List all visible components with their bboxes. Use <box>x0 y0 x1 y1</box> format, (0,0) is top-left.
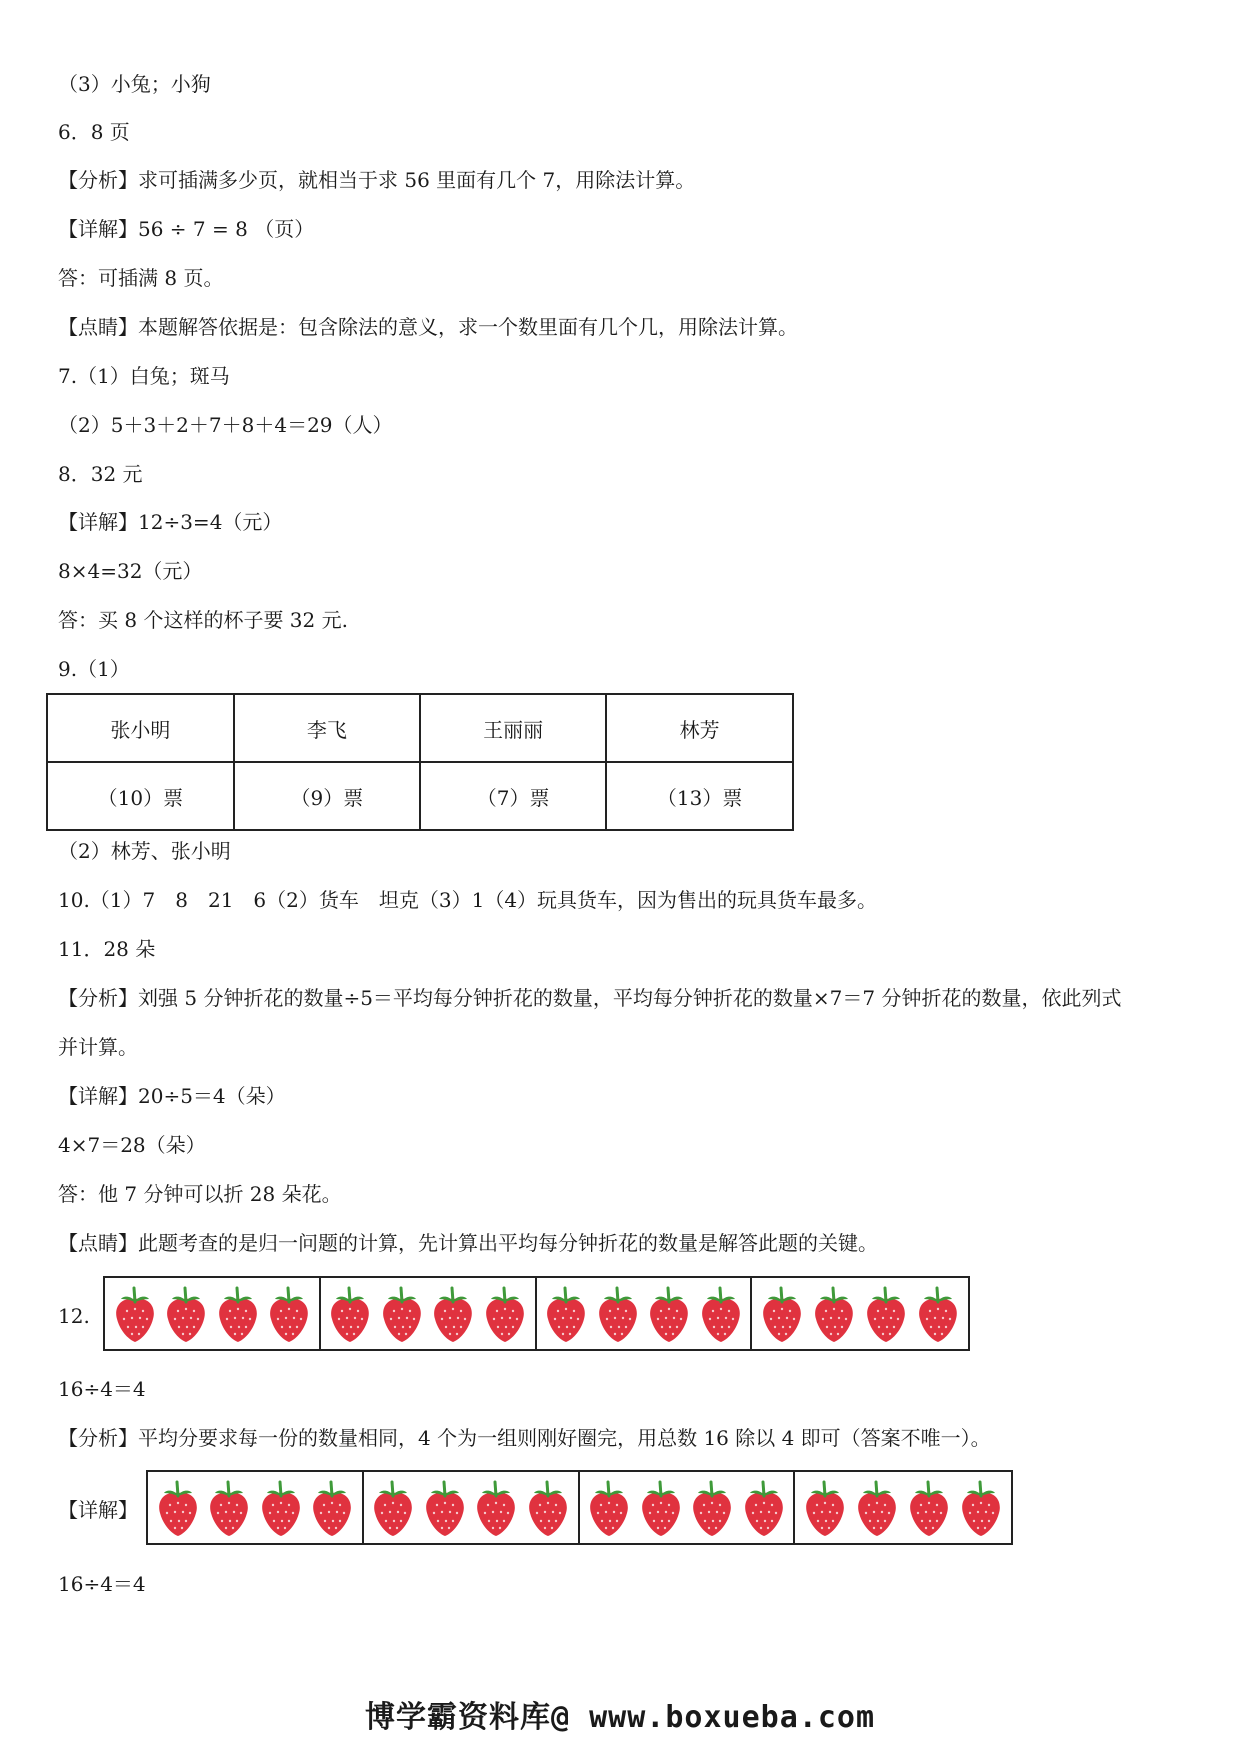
strawberry-icon <box>156 1479 200 1537</box>
strawberry-group <box>148 1472 364 1543</box>
strawberry-icon <box>164 1285 208 1343</box>
strawberry-group <box>580 1472 796 1543</box>
answer-7-1: 7.（1）白兔；斑马 <box>58 364 230 388</box>
strawberry-icon <box>113 1285 157 1343</box>
answer-11-insight: 【点睛】此题考查的是归一问题的计算，先计算出平均每分钟折花的数量是解答此题的关键。 <box>58 1231 878 1255</box>
answer-8-answer: 答：买 8 个这样的杯子要 32 元. <box>58 608 348 632</box>
strawberry-icon <box>544 1285 588 1343</box>
q12-analysis: 【分析】平均分要求每一份的数量相同，4 个为一组则刚好圈完，用总数 16 除以 4 即可（答案不唯一）。 <box>58 1426 991 1450</box>
strawberry-icon <box>380 1285 424 1343</box>
strawberry-icon <box>310 1479 354 1537</box>
answer-line-5-3: （3）小兔；小狗 <box>58 72 211 96</box>
strawberry-icon <box>639 1479 683 1537</box>
q12-detail-label: 【详解】 <box>58 1498 138 1522</box>
strawberry-icon <box>864 1285 908 1343</box>
strawberry-icon <box>760 1285 804 1343</box>
q12-equation-2: 16÷4＝4 <box>58 1572 146 1596</box>
strawberry-icon <box>647 1285 691 1343</box>
strawberry-icon <box>259 1479 303 1537</box>
strawberry-icon <box>431 1285 475 1343</box>
strawberry-icon <box>526 1479 570 1537</box>
name-cell: 李飞 <box>234 694 420 762</box>
name-cell: 王丽丽 <box>420 694 606 762</box>
strawberry-icon <box>207 1479 251 1537</box>
strawberry-icon <box>907 1479 951 1537</box>
strawberry-icon <box>267 1285 311 1343</box>
vote-cell: （10）票 <box>47 762 234 830</box>
q12-equation-1: 16÷4＝4 <box>58 1377 146 1401</box>
answer-9-1: 9.（1） <box>58 657 130 681</box>
answer-11-title: 11．28 朵 <box>58 937 156 961</box>
q12-label: 12. <box>58 1304 90 1328</box>
answer-8-detail-1: 【详解】12÷3=4（元） <box>58 510 283 534</box>
strawberry-group <box>321 1278 537 1349</box>
answer-11-detail-1: 【详解】20÷5＝4（朵） <box>58 1084 286 1108</box>
table-row <box>47 694 793 762</box>
strawberry-icon <box>216 1285 260 1343</box>
strawberry-icon <box>916 1285 960 1343</box>
answer-8-detail-2: 8×4=32（元） <box>58 559 203 583</box>
answer-6-answer: 答：可插满 8 页。 <box>58 266 224 290</box>
answer-11-analysis-2: 并计算。 <box>58 1035 138 1059</box>
strawberry-icon <box>474 1479 518 1537</box>
strawberry-icon <box>328 1285 372 1343</box>
answer-11-answer: 答：他 7 分钟可以折 28 朵花。 <box>58 1182 342 1206</box>
strawberry-icon <box>803 1479 847 1537</box>
strawberry-group <box>105 1278 321 1349</box>
answer-6-detail: 【详解】56 ÷ 7 = 8 （页） <box>58 217 315 241</box>
strawberry-group <box>537 1278 753 1349</box>
table-row <box>47 762 793 830</box>
strawberry-icon <box>690 1479 734 1537</box>
answer-7-2: （2）5＋3＋2＋7＋8＋4＝29（人） <box>58 413 393 437</box>
strawberry-icon <box>587 1479 631 1537</box>
strawberry-icon <box>812 1285 856 1343</box>
strawberry-group <box>752 1278 968 1349</box>
strawberry-icon <box>483 1285 527 1343</box>
vote-table <box>46 693 794 831</box>
name-cell: 张小明 <box>47 694 234 762</box>
answer-11-analysis-1: 【分析】刘强 5 分钟折花的数量÷5＝平均每分钟折花的数量，平均每分钟折花的数量×7＝7 分钟折花的数量，依此列式 <box>58 986 1122 1010</box>
answer-6-title: 6．8 页 <box>58 120 130 144</box>
strawberry-icon <box>371 1479 415 1537</box>
answer-6-insight: 【点睛】本题解答依据是：包含除法的意义，求一个数里面有几个几，用除法计算。 <box>58 315 798 339</box>
strawberry-icon <box>855 1479 899 1537</box>
answer-9-2: （2）林芳、张小明 <box>58 839 231 863</box>
name-cell: 林芳 <box>606 694 793 762</box>
strawberry-group <box>795 1472 1011 1543</box>
strawberry-icon <box>596 1285 640 1343</box>
answer-8-title: 8．32 元 <box>58 462 143 486</box>
strawberry-grouping-2 <box>146 1470 1013 1545</box>
strawberry-icon <box>742 1479 786 1537</box>
strawberry-group <box>364 1472 580 1543</box>
strawberry-icon <box>699 1285 743 1343</box>
vote-cell: （13）票 <box>606 762 793 830</box>
strawberry-icon <box>423 1479 467 1537</box>
answer-11-detail-2: 4×7＝28（朵） <box>58 1133 206 1157</box>
footer-watermark: 博学霸资料库@ www.boxueba.com <box>364 1700 876 1735</box>
answer-10: 10.（1）7 8 21 6（2）货车 坦克（3）1（4）玩具货车，因为售出的玩具货车最多。 <box>58 888 878 912</box>
strawberry-grouping-1 <box>103 1276 970 1351</box>
vote-cell: （7）票 <box>420 762 606 830</box>
strawberry-icon <box>959 1479 1003 1537</box>
answer-6-analysis: 【分析】求可插满多少页，就相当于求 56 里面有几个 7，用除法计算。 <box>58 168 696 192</box>
vote-cell: （9）票 <box>234 762 420 830</box>
